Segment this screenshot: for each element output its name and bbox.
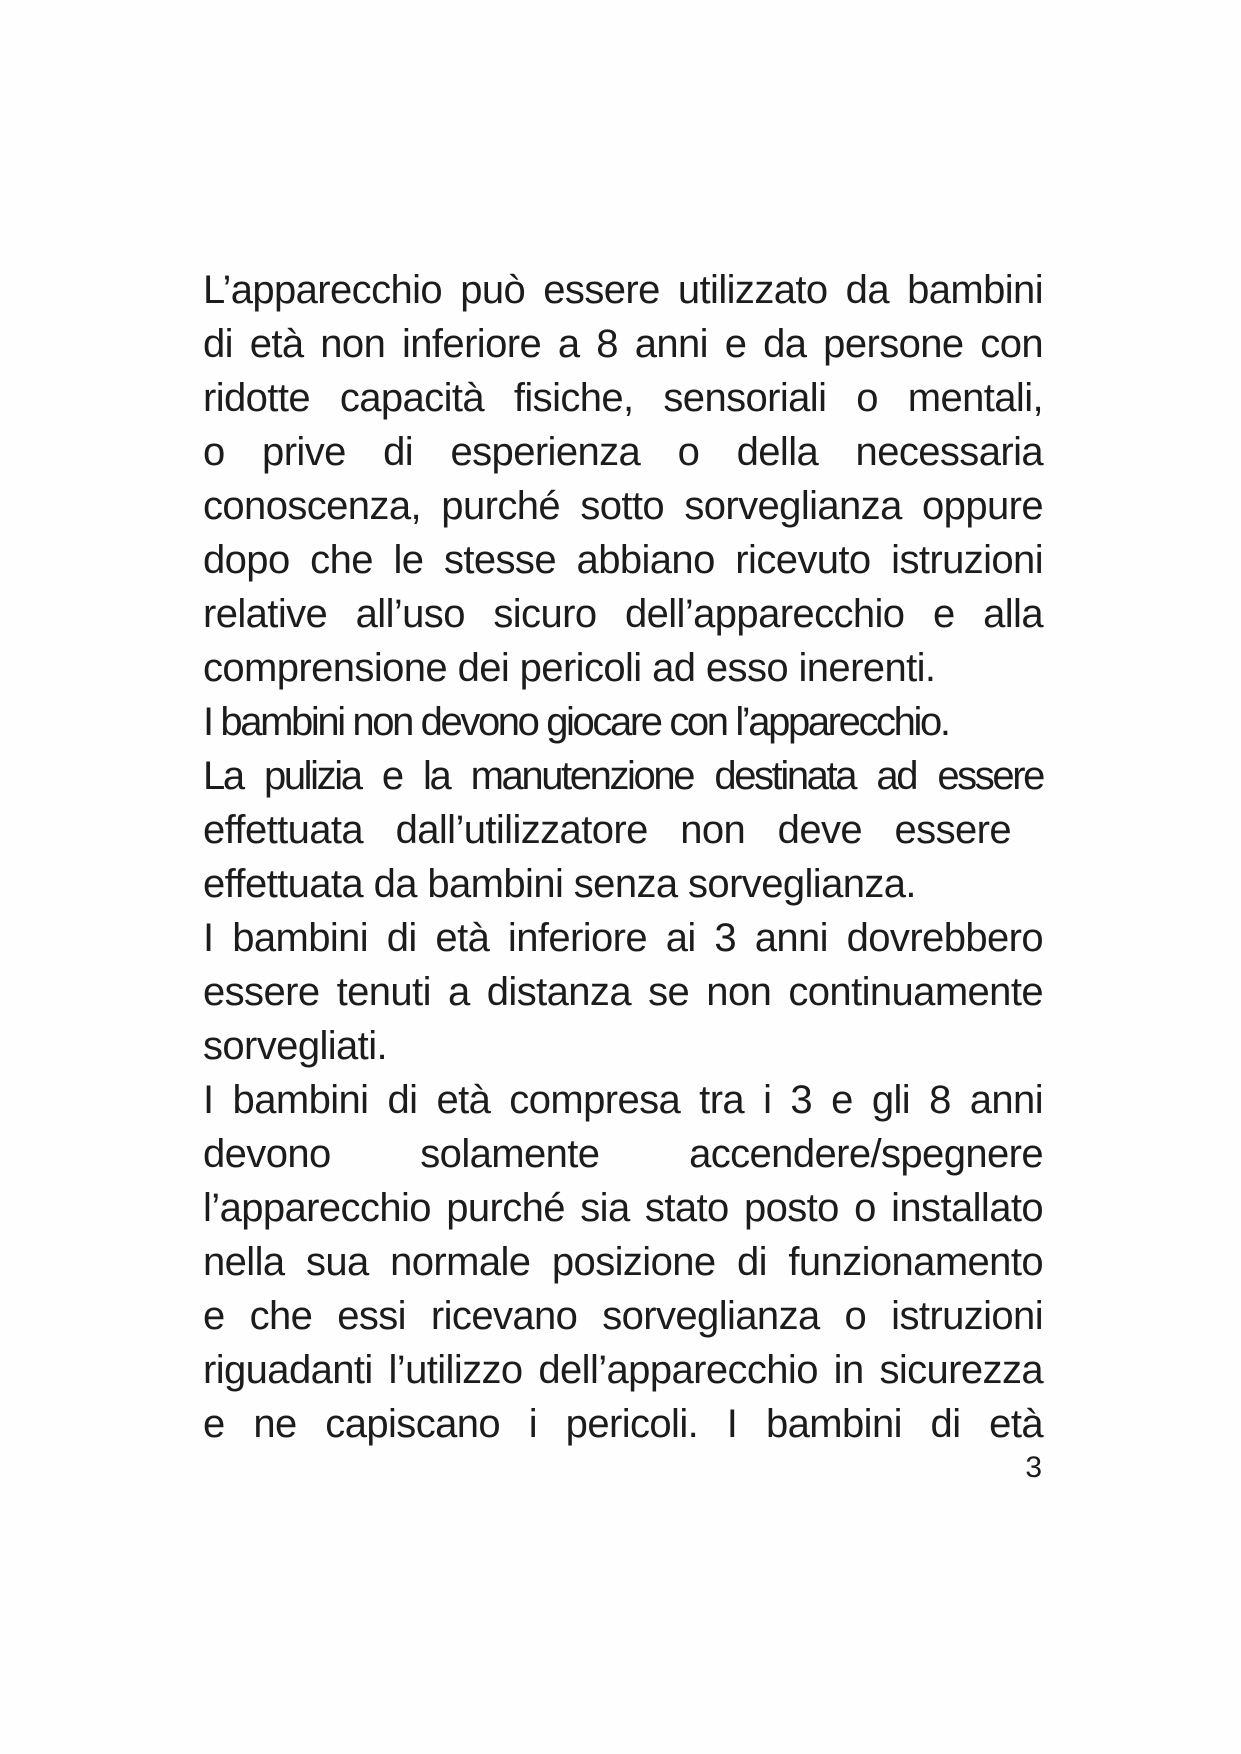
body-text	[203, 263, 1043, 1451]
text-line: comprensione dei pericoli ad esso inerenti.	[203, 646, 936, 690]
text-line: effettuata da bambini senza sorveglianza.	[203, 862, 916, 906]
text-line: relative all’uso sicuro dell’apparecchio e alla	[203, 592, 1043, 636]
text-line: L’apparecchio può essere utilizzato da bambini	[203, 268, 1043, 312]
text-line: effettuata dall’utilizzatore non deve essere	[203, 808, 1011, 852]
text-line: o prive di esperienza o della necessaria	[203, 430, 1043, 474]
text-line: riguadanti l’utilizzo dell’apparecchio in sicurezza	[203, 1348, 1043, 1392]
text-line: I bambini di età compresa tra i 3 e gli 8 anni	[203, 1078, 1043, 1122]
page-number: 3	[1025, 1451, 1042, 1484]
text-line: nella sua normale posizione di funzionamento	[203, 1240, 1043, 1284]
text-line: devono solamente accendere/spegnere	[203, 1132, 1043, 1176]
text-line: sorvegliati.	[203, 1024, 387, 1068]
text-line: essere tenuti a distanza se non continuamente	[203, 970, 1043, 1014]
text-line: ridotte capacità fisiche, sensoriali o mentali,	[203, 376, 1043, 420]
text-line: I bambini non devono giocare con l’apparecchio.	[203, 700, 949, 744]
text-line: di età non inferiore a 8 anni e da persone con	[203, 322, 1043, 366]
text-line: l’apparecchio purché sia stato posto o installato	[203, 1186, 1043, 1230]
text-line: e ne capiscano i pericoli. I bambini di età	[203, 1402, 1043, 1446]
text-line: conoscenza, purché sotto sorveglianza oppure	[203, 484, 1043, 528]
text-line: dopo che le stesse abbiano ricevuto istruzioni	[203, 538, 1043, 582]
text-line: La pulizia e la manutenzione destinata ad essere	[203, 754, 1043, 798]
text-line: e che essi ricevano sorveglianza o istruzioni	[203, 1294, 1043, 1338]
text-line: I bambini di età inferiore ai 3 anni dovrebbero	[203, 916, 1043, 960]
